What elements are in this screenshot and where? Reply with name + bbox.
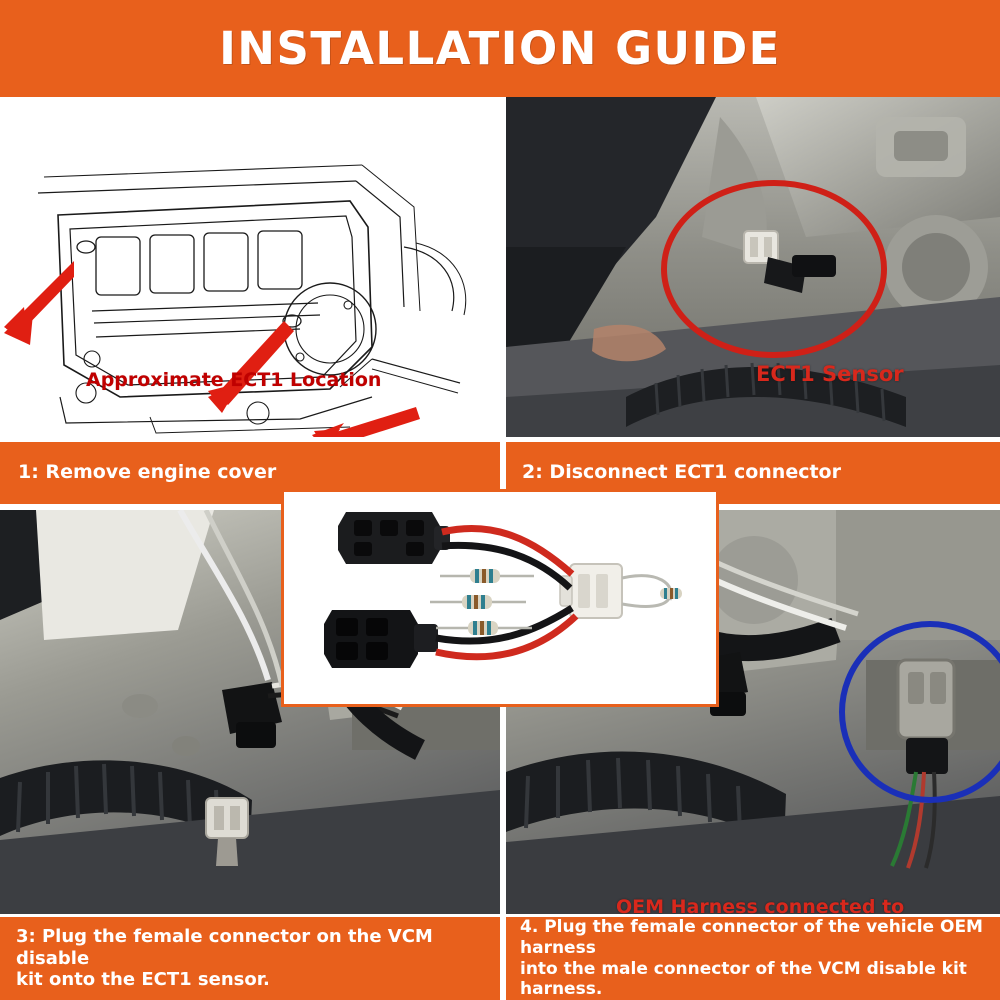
panel-ect1-photo	[506, 97, 1000, 437]
page-title: INSTALLATION GUIDE	[219, 22, 781, 75]
panel-engine-cover-diagram	[0, 97, 506, 437]
guide-grid	[0, 97, 1000, 1000]
ect1-connector-photo	[506, 97, 1000, 437]
approximate-ect1-location-label: Approximate ECT1 Location	[86, 369, 382, 391]
ect1-sensor-label: ECT1 Sensor	[756, 362, 904, 386]
caption-step-1: 1: Remove engine cover	[0, 442, 500, 504]
caption-step-3: 3: Plug the female connector on the VCM disable kit onto the ECT1 sensor.	[0, 917, 500, 1000]
caption-step-2: 2: Disconnect ECT1 connector	[506, 442, 1000, 504]
product-inset	[281, 489, 719, 707]
oem-harness-label: OEM Harness connected to	[616, 896, 905, 914]
caption-step-4: 4. Plug the female connector of the vehicle OEM harness into the male connector of the VCM disable kit harness.	[506, 917, 1000, 1000]
vcm-disable-kit-harness-product	[284, 492, 716, 704]
page-header	[0, 0, 1000, 97]
